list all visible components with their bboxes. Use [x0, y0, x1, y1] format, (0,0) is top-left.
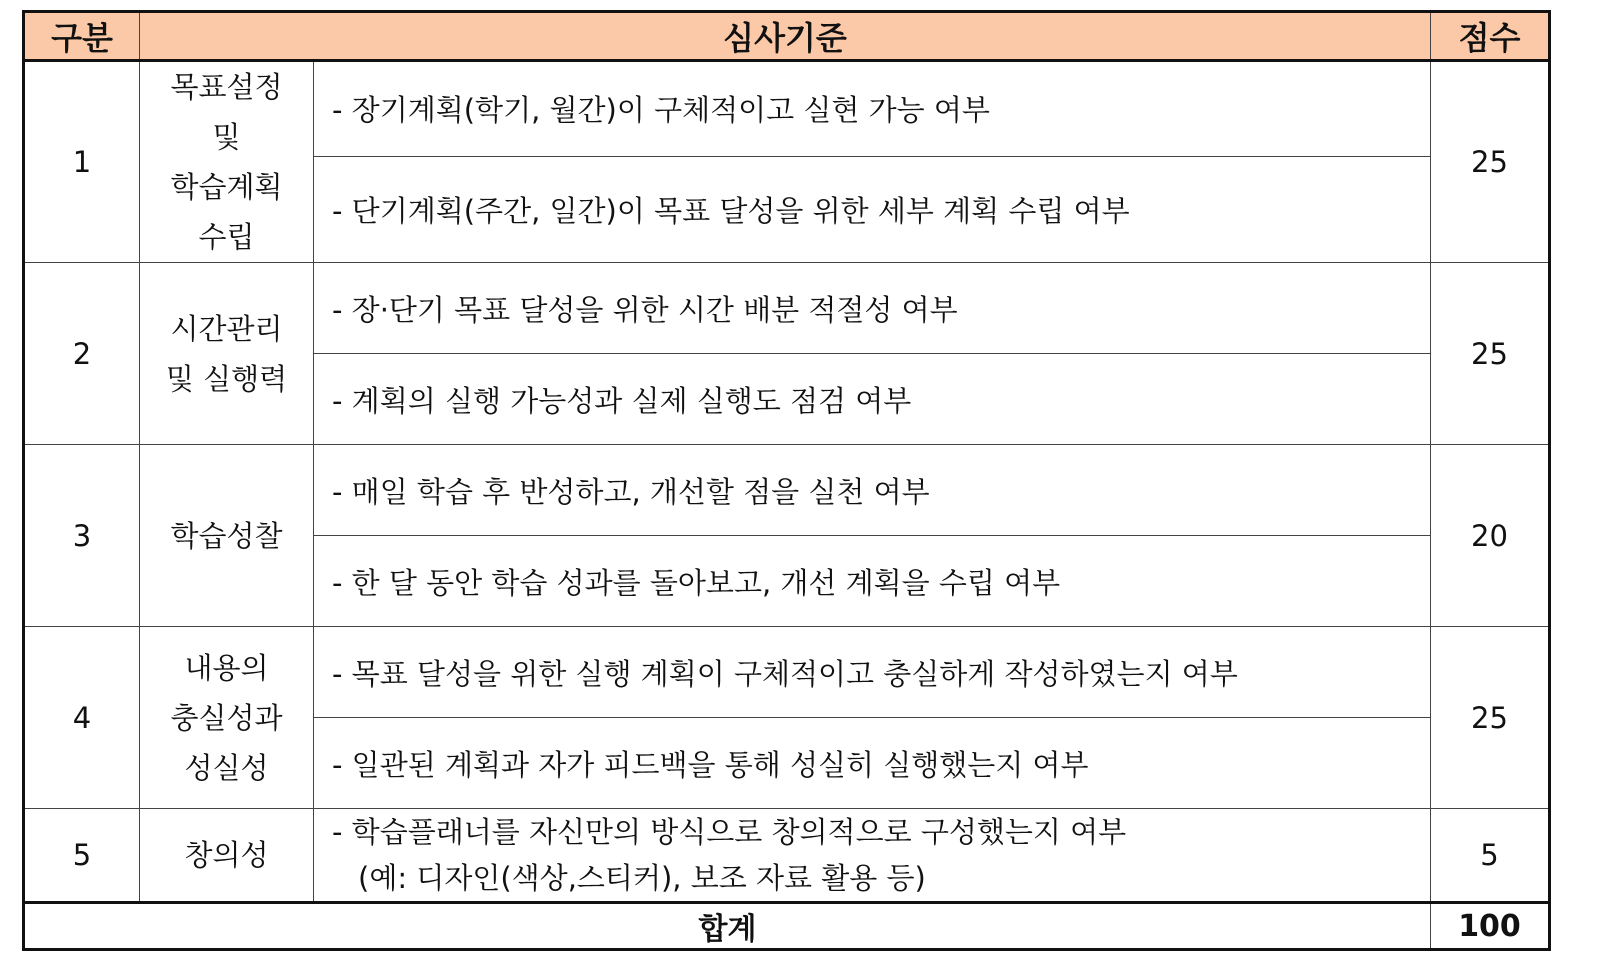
- category-line: 성실성: [184, 750, 269, 785]
- total-label: 합계: [24, 903, 1431, 950]
- table-row: [24, 445, 1550, 536]
- criteria-example-text: (예: 디자인(색상,스티커), 보조 자료 활용 등): [358, 861, 926, 895]
- score-cell: 25: [1431, 61, 1550, 263]
- row-number: 1: [24, 61, 140, 263]
- total-row: [24, 903, 1550, 950]
- category-cell: [140, 445, 314, 627]
- evaluation-criteria-table: [22, 10, 1551, 951]
- criteria-cell: - 목표 달성을 위한 실행 계획이 구체적이고 충실하게 작성하였는지 여부: [314, 627, 1431, 718]
- score-cell: 5: [1431, 809, 1550, 903]
- category-line: 목표설정: [170, 70, 283, 104]
- criteria-cell: - 장·단기 목표 달성을 위한 시간 배분 적절성 여부: [314, 263, 1431, 354]
- table-header-row: [24, 12, 1550, 61]
- total-score: 100: [1431, 903, 1550, 950]
- header-score: 점수: [1431, 12, 1550, 61]
- category-cell: [140, 627, 314, 809]
- criteria-cell: - 한 달 동안 학습 성과를 돌아보고, 개선 계획을 수립 여부: [314, 536, 1431, 627]
- score-cell: 20: [1431, 445, 1550, 627]
- category-line: 창의성: [184, 838, 269, 872]
- category-line: 수립: [198, 220, 255, 254]
- criteria-cell: [314, 809, 1431, 903]
- criteria-cell: - 계획의 실행 가능성과 실제 실행도 점검 여부: [314, 354, 1431, 445]
- score-cell: 25: [1431, 627, 1550, 809]
- category-line: 학습성찰: [170, 518, 283, 553]
- category-line: 및 실행력: [165, 361, 288, 396]
- table-row: [24, 627, 1550, 718]
- table-row: [24, 263, 1550, 354]
- row-number: 3: [24, 445, 140, 627]
- criteria-cell: - 매일 학습 후 반성하고, 개선할 점을 실천 여부: [314, 445, 1431, 536]
- header-category-no: 구분: [24, 12, 140, 61]
- category-cell: [140, 61, 314, 263]
- table-row: [24, 61, 1550, 157]
- row-number: 5: [24, 809, 140, 903]
- category-line: 학습계획: [170, 170, 283, 204]
- rubric-wrapper: [22, 10, 1548, 951]
- score-cell: 25: [1431, 263, 1550, 445]
- row-number: 2: [24, 263, 140, 445]
- category-line: 내용의: [184, 650, 269, 685]
- category-line: 충실성과: [170, 700, 283, 735]
- category-cell: [140, 809, 314, 903]
- criteria-cell: - 일관된 계획과 자가 피드백을 통해 성실히 실행했는지 여부: [314, 718, 1431, 809]
- category-line: 시간관리: [170, 311, 283, 346]
- criteria-cell: - 장기계획(학기, 월간)이 구체적이고 실현 가능 여부: [314, 61, 1431, 157]
- row-number: 4: [24, 627, 140, 809]
- category-cell: [140, 263, 314, 445]
- criteria-cell: - 단기계획(주간, 일간)이 목표 달성을 위한 세부 계획 수립 여부: [314, 156, 1431, 262]
- header-criteria: 심사기준: [140, 12, 1431, 61]
- category-line: 및: [212, 120, 241, 154]
- table-row: [24, 809, 1550, 903]
- criteria-main-text: - 학습플래너를 자신만의 방식으로 창의적으로 구성했는지 여부: [332, 815, 1127, 849]
